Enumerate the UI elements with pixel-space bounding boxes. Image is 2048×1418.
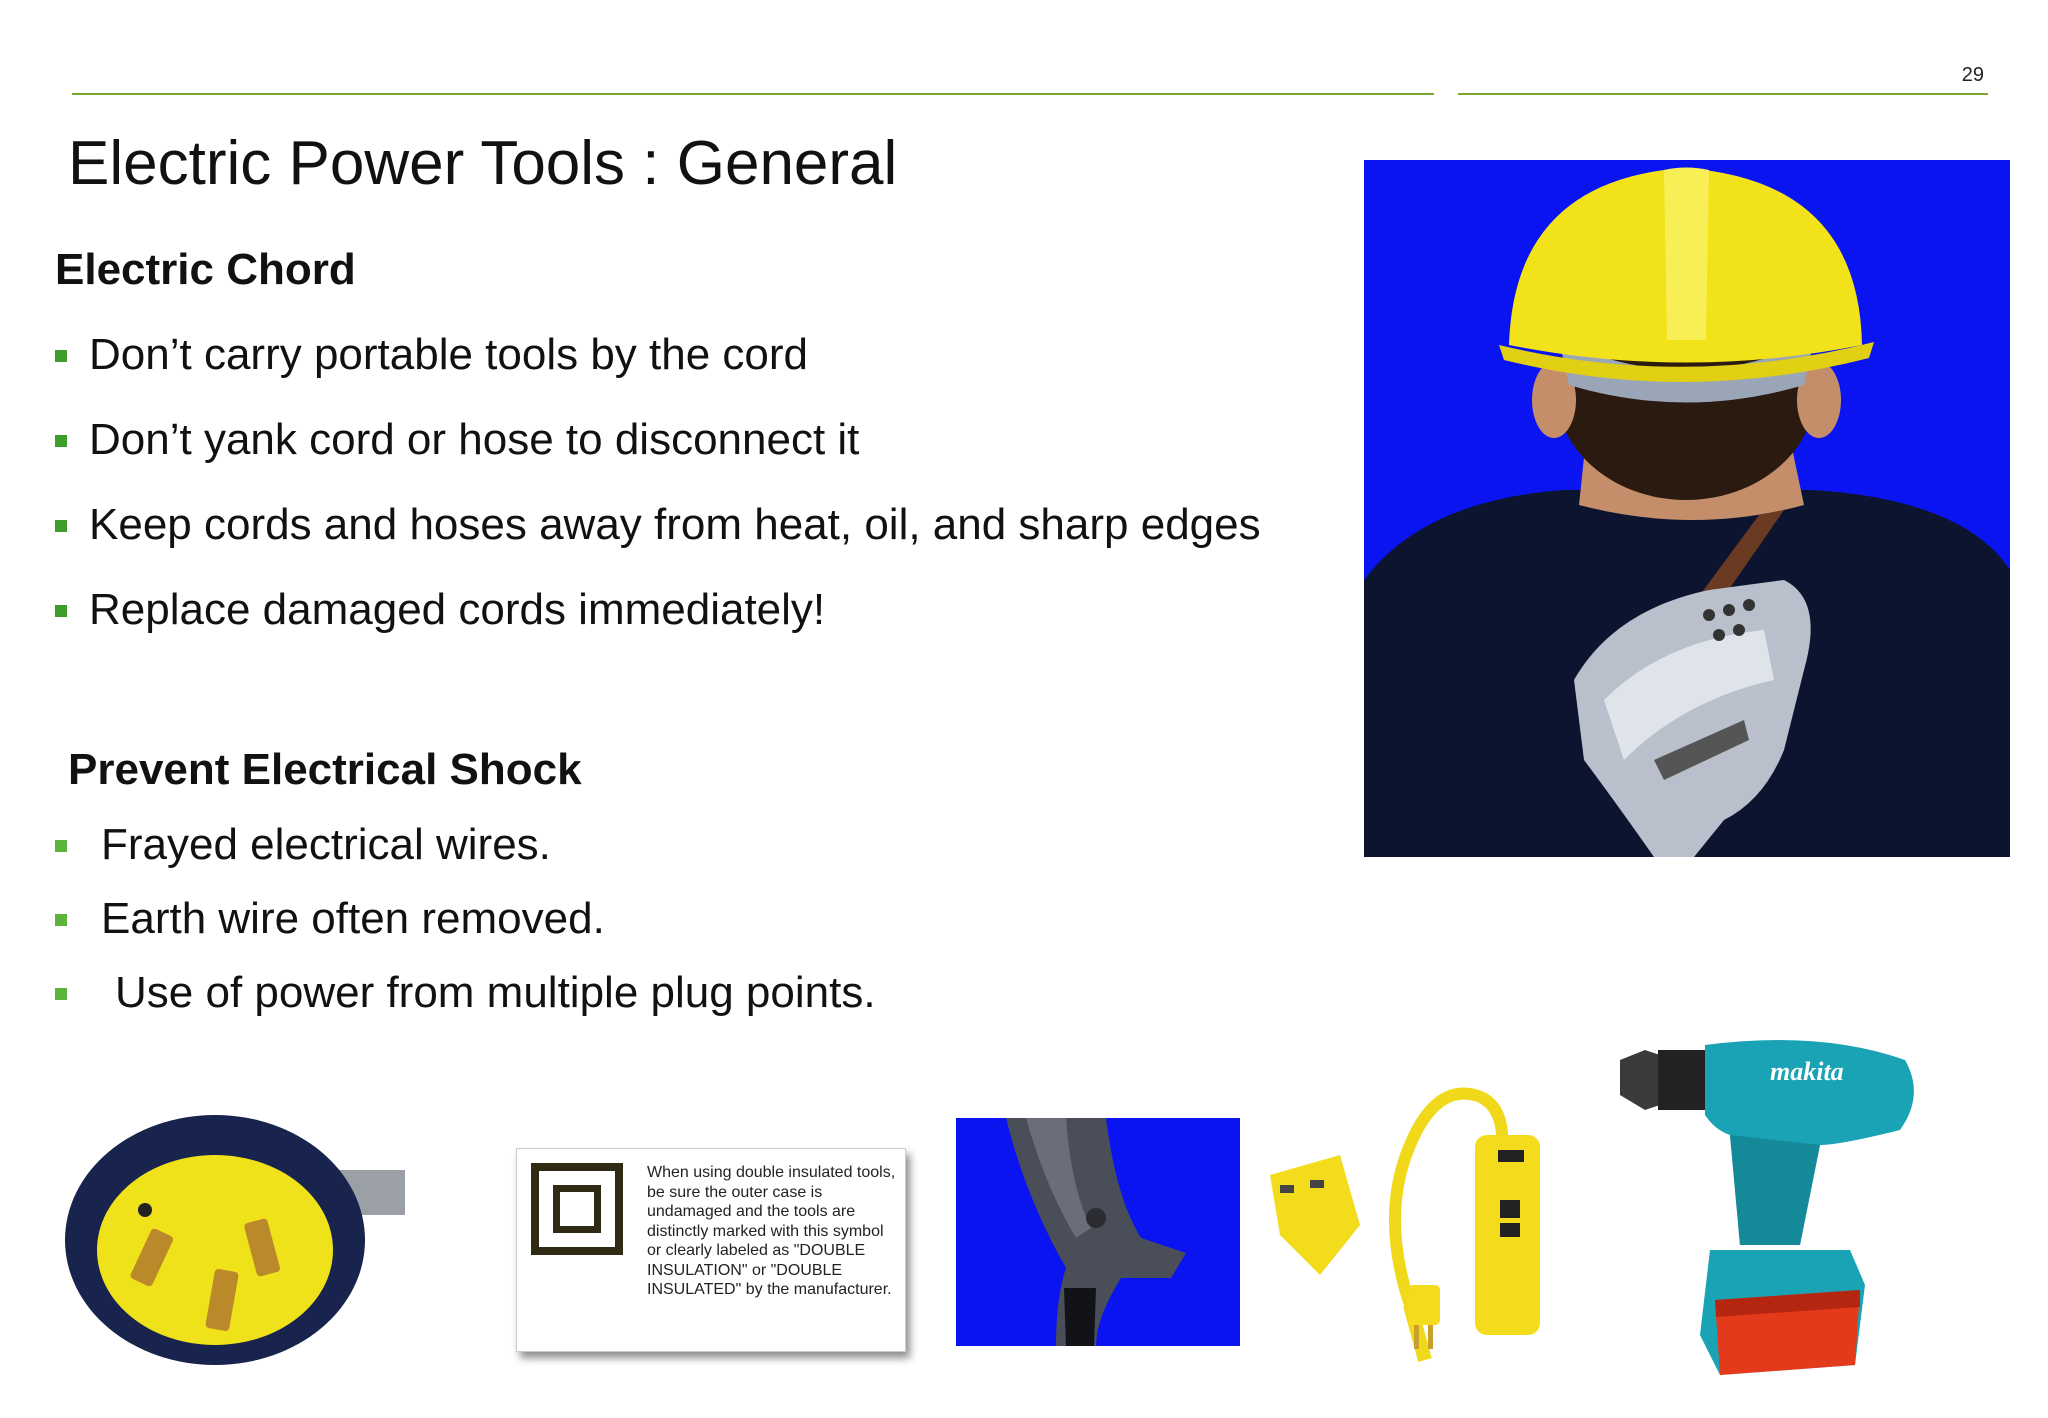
bullet-square-icon xyxy=(55,350,67,362)
bullet-text: Don’t carry portable tools by the cord xyxy=(89,330,809,379)
bullet-square-icon xyxy=(55,988,67,1000)
section-heading-prevent-shock: Prevent Electrical Shock xyxy=(68,745,582,794)
drill-brand-label: makita xyxy=(1770,1057,1844,1086)
double-square-inner-icon xyxy=(553,1185,601,1233)
bullet-list-electric-chord xyxy=(55,330,1261,670)
bullet-text: Replace damaged cords immediately! xyxy=(89,585,826,634)
bullet-text: Keep cords and hoses away from heat, oil, and sharp edges xyxy=(89,500,1261,549)
bullet-square-icon xyxy=(55,520,67,532)
cordless-drill-photo xyxy=(1620,1035,1940,1385)
bullet-text: Earth wire often removed. xyxy=(101,894,605,943)
list-item xyxy=(55,820,876,894)
page-number: 29 xyxy=(1961,64,1984,86)
double-insulation-notice xyxy=(516,1148,906,1352)
list-item xyxy=(55,894,876,968)
damaged-cord-photo xyxy=(956,1118,1240,1346)
bullet-text: Use of power from multiple plug points. xyxy=(115,968,876,1017)
bullet-square-icon xyxy=(55,914,67,926)
list-item xyxy=(55,585,1261,670)
list-item xyxy=(55,968,876,1042)
bullet-square-icon xyxy=(55,605,67,617)
bullet-list-prevent-shock xyxy=(55,820,876,1042)
bullet-text: Frayed electrical wires. xyxy=(101,820,551,869)
list-item xyxy=(55,415,1261,500)
gfci-extension-cord-photo xyxy=(1260,1075,1560,1365)
header-rule-right xyxy=(1458,93,1988,95)
double-insulation-text: When using double insulated tools, be sure the outer case is undamaged and the tools are distinctly marked with this symbol or clearly labeled as "DOUBLE INSULATION" or "DOUBLE INSULATED" by the manufacturer. xyxy=(647,1164,896,1298)
slide-title: Electric Power Tools : General xyxy=(68,129,898,198)
worker-carrying-drill-photo xyxy=(1364,160,2010,857)
header-rule-left xyxy=(72,93,1434,95)
section-heading-electric-chord: Electric Chord xyxy=(55,245,356,294)
bullet-text: Don’t yank cord or hose to disconnect it xyxy=(89,415,860,464)
list-item xyxy=(55,500,1261,585)
bullet-square-icon xyxy=(55,435,67,447)
list-item xyxy=(55,330,1261,415)
bullet-square-icon xyxy=(55,840,67,852)
electric-plug-photo xyxy=(55,1080,405,1380)
